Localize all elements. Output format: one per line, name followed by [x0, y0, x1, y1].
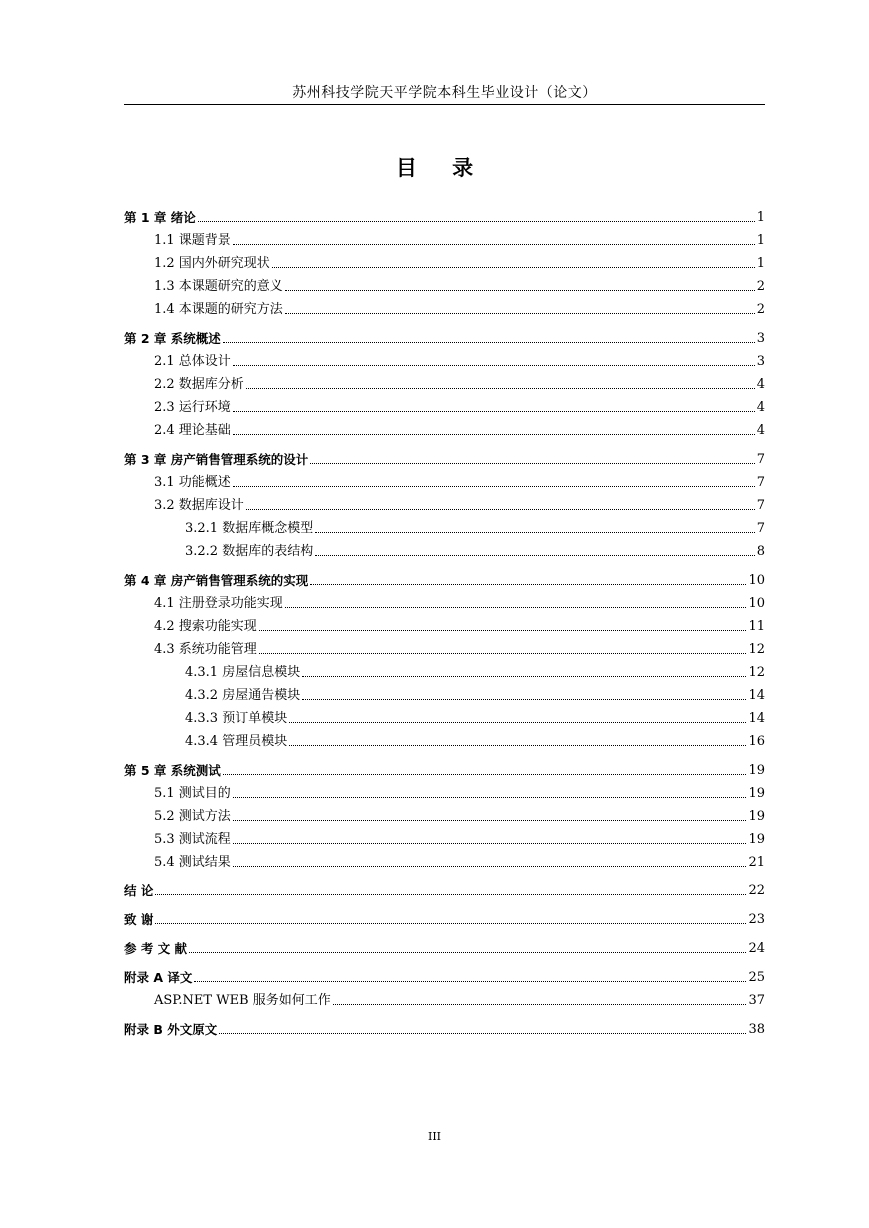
dot-leader: [333, 1004, 747, 1005]
toc-title: 目 录: [395, 156, 488, 180]
toc-entry-page: 3: [756, 354, 765, 369]
toc-entry-label: 2.4 理论基础: [154, 423, 231, 438]
toc-section-entry[interactable]: [124, 709, 765, 727]
toc-entry-label: 4.3.4 管理员模块: [185, 734, 288, 749]
dot-leader: [189, 952, 746, 953]
toc-entry-label: 3.1 功能概述: [154, 475, 231, 490]
toc-entry-page: 3: [756, 331, 765, 346]
toc-section-entry[interactable]: [124, 991, 765, 1009]
toc-entry-page: 8: [756, 544, 765, 559]
toc-chapter-entry[interactable]: [124, 450, 765, 468]
toc-entry-label: 第 2 章 系统概述: [124, 331, 221, 346]
dot-leader: [285, 607, 747, 608]
dot-leader: [315, 555, 755, 556]
toc-section-entry[interactable]: [124, 352, 765, 370]
toc-entry-label: 2.3 运行环境: [154, 400, 231, 415]
dot-leader: [272, 267, 755, 268]
running-header: 苏州科技学院天平学院本科生毕业设计（论文）: [292, 85, 597, 101]
toc-section-entry[interactable]: [124, 732, 765, 750]
dot-leader: [285, 290, 755, 291]
toc-entry-label: 第 3 章 房产销售管理系统的设计: [124, 452, 309, 467]
toc-section-entry[interactable]: [124, 542, 765, 560]
toc-entry-label: 2.1 总体设计: [154, 354, 231, 369]
dot-leader: [223, 774, 747, 775]
toc-entry-label: 3.2.1 数据库概念模型: [185, 521, 314, 536]
dot-leader: [155, 923, 746, 924]
dot-leader: [233, 411, 755, 412]
toc-section-entry[interactable]: [124, 300, 765, 318]
dot-leader: [155, 894, 746, 895]
toc-entry-page: 37: [748, 993, 765, 1008]
toc-entry-page: 14: [748, 688, 765, 703]
dot-leader: [315, 532, 755, 533]
toc-entry-label: 4.3.1 房屋信息模块: [185, 665, 301, 680]
toc-entry-page: 7: [756, 498, 765, 513]
dot-leader: [219, 1033, 746, 1034]
toc-section-entry[interactable]: [124, 853, 765, 871]
toc-entry-label: 5.1 测试目的: [154, 786, 231, 801]
toc-entry-label: 1.2 国内外研究现状: [154, 256, 270, 271]
toc-entry-label: 5.2 测试方法: [154, 809, 231, 824]
toc-entry-page: 12: [748, 665, 765, 680]
toc-entry-page: 22: [748, 883, 765, 898]
toc-chapter-entry[interactable]: [124, 968, 765, 986]
toc-entry-page: 7: [756, 452, 765, 467]
toc-chapter-entry[interactable]: [124, 1020, 765, 1038]
toc-entry-label: 致 谢: [124, 912, 154, 927]
dot-leader: [223, 342, 755, 343]
toc-entry-page: 2: [756, 279, 765, 294]
dot-leader: [194, 981, 746, 982]
dot-leader: [289, 722, 746, 723]
toc-entry-label: 4.3.3 预订单模块: [185, 711, 288, 726]
toc-entry-label: 1.3 本课题研究的意义: [154, 279, 283, 294]
toc-entry-page: 19: [748, 786, 765, 801]
toc-entry-page: 1: [756, 210, 765, 225]
toc-entry-page: 10: [748, 596, 765, 611]
toc-entry-label: 参 考 文 献: [124, 941, 188, 956]
toc-entry-label: 1.1 课题背景: [154, 233, 231, 248]
toc-entry-label: 5.4 测试结果: [154, 855, 231, 870]
toc-section-entry[interactable]: [124, 473, 765, 491]
toc-entry-page: 12: [748, 642, 765, 657]
toc-entry-page: 16: [748, 734, 765, 749]
toc-entry-page: 21: [748, 855, 765, 870]
toc-entry-label: 第 4 章 房产销售管理系统的实现: [124, 573, 309, 588]
toc-entry-page: 38: [748, 1022, 765, 1037]
toc-section-entry[interactable]: [124, 686, 765, 704]
toc-entry-label: 第 5 章 系统测试: [124, 763, 221, 778]
toc-entry-label: 第 1 章 绪论: [124, 210, 196, 225]
toc-section-entry[interactable]: [124, 231, 765, 249]
toc-section-entry[interactable]: [124, 807, 765, 825]
toc-entry-page: 24: [748, 941, 765, 956]
toc-entry-page: 19: [748, 809, 765, 824]
toc-entry-page: 23: [748, 912, 765, 927]
toc-chapter-entry[interactable]: [124, 761, 765, 779]
toc-chapter-entry[interactable]: [124, 939, 765, 957]
toc-entry-page: 4: [756, 423, 765, 438]
toc-entry-page: 10: [748, 573, 765, 588]
dot-leader: [233, 434, 755, 435]
dot-leader: [233, 486, 755, 487]
toc-entry-label: 4.2 搜索功能实现: [154, 619, 257, 634]
toc-entry-page: 4: [756, 400, 765, 415]
dot-leader: [233, 797, 747, 798]
dot-leader: [233, 244, 755, 245]
toc-entry-page: 19: [748, 832, 765, 847]
toc-entry-label: ASP.NET WEB 服务如何工作: [154, 993, 331, 1008]
dot-leader: [233, 843, 747, 844]
toc-section-entry[interactable]: [124, 496, 765, 514]
toc-chapter-entry[interactable]: [124, 571, 765, 589]
dot-leader: [285, 313, 755, 314]
toc-section-entry[interactable]: [124, 375, 765, 393]
dot-leader: [302, 699, 746, 700]
toc-chapter-entry[interactable]: [124, 910, 765, 928]
dot-leader: [246, 388, 755, 389]
toc-entry-label: 结 论: [124, 883, 154, 898]
dot-leader: [289, 745, 746, 746]
dot-leader: [310, 584, 746, 585]
toc-entry-page: 1: [756, 233, 765, 248]
table-of-contents: [124, 0, 765, 1228]
dot-leader: [259, 653, 747, 654]
toc-section-entry[interactable]: [124, 254, 765, 272]
toc-chapter-entry[interactable]: [124, 329, 765, 347]
toc-entry-label: 4.3.2 房屋通告模块: [185, 688, 301, 703]
dot-leader: [198, 221, 755, 222]
toc-chapter-entry[interactable]: [124, 881, 765, 899]
dot-leader: [310, 463, 754, 464]
toc-section-entry[interactable]: [124, 663, 765, 681]
dot-leader: [259, 630, 747, 631]
toc-entry-label: 2.2 数据库分析: [154, 377, 244, 392]
toc-entry-page: 19: [748, 763, 765, 778]
toc-entry-label: 3.2 数据库设计: [154, 498, 244, 513]
toc-section-entry[interactable]: [124, 421, 765, 439]
toc-entry-label: 5.3 测试流程: [154, 832, 231, 847]
dot-leader: [246, 509, 755, 510]
toc-section-entry[interactable]: [124, 519, 765, 537]
toc-entry-page: 11: [748, 619, 765, 634]
toc-entry-page: 1: [756, 256, 765, 271]
dot-leader: [233, 866, 747, 867]
toc-entry-page: 7: [756, 475, 765, 490]
toc-section-entry[interactable]: [124, 594, 765, 612]
toc-entry-label: 附录 A 译文: [124, 970, 193, 985]
toc-section-entry[interactable]: [124, 277, 765, 295]
toc-entry-page: 14: [748, 711, 765, 726]
toc-chapter-entry[interactable]: [124, 208, 765, 226]
toc-entry-page: 2: [756, 302, 765, 317]
toc-section-entry[interactable]: [124, 640, 765, 658]
dot-leader: [233, 820, 747, 821]
toc-entry-label: 3.2.2 数据库的表结构: [185, 544, 314, 559]
page-number: III: [427, 1130, 442, 1143]
toc-entry-page: 25: [748, 970, 765, 985]
dot-leader: [233, 365, 755, 366]
toc-entry-page: 7: [756, 521, 765, 536]
toc-entry-label: 4.3 系统功能管理: [154, 642, 257, 657]
toc-entry-label: 1.4 本课题的研究方法: [154, 302, 283, 317]
toc-entry-label: 4.1 注册登录功能实现: [154, 596, 283, 611]
toc-section-entry[interactable]: [124, 830, 765, 848]
toc-section-entry[interactable]: [124, 398, 765, 416]
dot-leader: [302, 676, 746, 677]
toc-section-entry[interactable]: [124, 617, 765, 635]
toc-section-entry[interactable]: [124, 784, 765, 802]
toc-entry-page: 4: [756, 377, 765, 392]
toc-entry-label: 附录 B 外文原文: [124, 1022, 218, 1037]
